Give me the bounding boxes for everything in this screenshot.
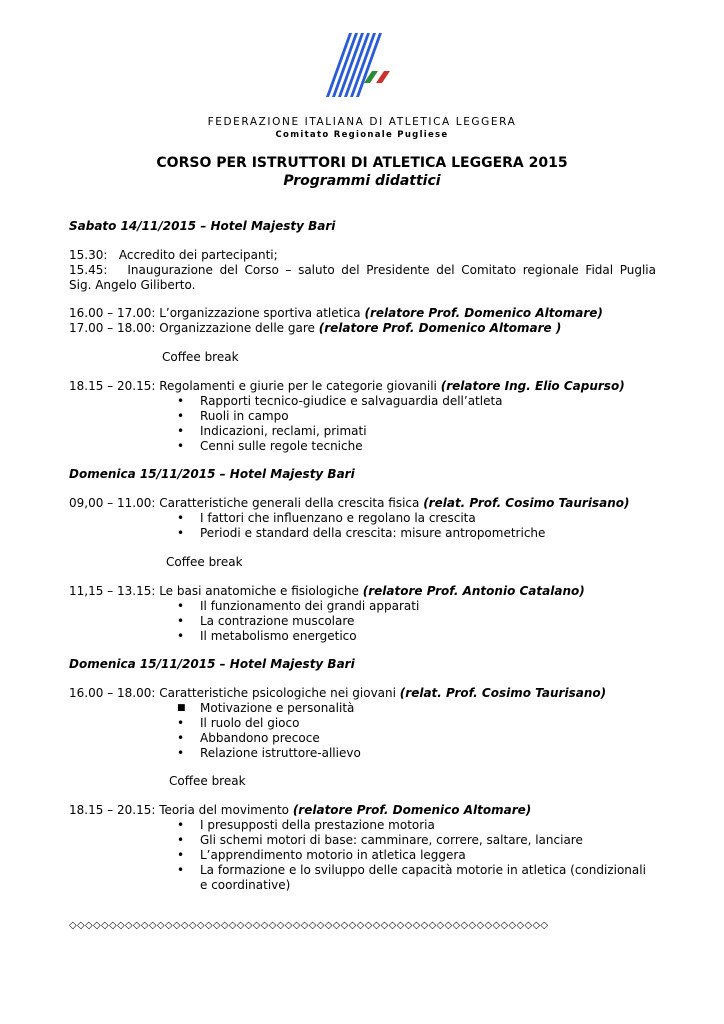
schedule-item-continuation: Sig. Angelo Giliberto. <box>69 278 196 292</box>
coffee-break: Coffee break <box>166 555 243 569</box>
coffee-break: Coffee break <box>162 350 239 364</box>
session-row <box>69 686 606 701</box>
bullet-icon: • <box>177 746 185 760</box>
course-title: CORSO PER ISTRUTTORI DI ATLETICA LEGGERA 2015 <box>156 155 568 171</box>
bullet-icon: • <box>177 599 185 613</box>
bullet-icon: • <box>177 526 185 540</box>
square-bullet-icon: ■ <box>177 703 186 713</box>
org-name: FEDERAZIONE ITALIANA DI ATLETICA LEGGERA <box>207 116 517 128</box>
diamond-divider: ◇◇◇◇◇◇◇◇◇◇◇◇◇◇◇◇◇◇◇◇◇◇◇◇◇◇◇◇◇◇◇◇◇◇◇◇◇◇◇◇◇◇◇◇◇◇◇◇◇◇◇◇◇◇◇◇◇◇◇◇ <box>69 920 549 931</box>
document-page: FEDERAZIONE ITALIANA DI ATLETICA LEGGERA Comitato Regionale Pugliese CORSO PER ISTRUTTORI DI ATLETICA LEGGERA 2015 Programmi didattici Sabato 14/11/2015 – Hotel Majesty Bari 15.30: Accredito dei partecipanti; 15.45: Inaugurazione del Corso – saluto del Presidente del Comitato regionale Fidal Puglia Sig. Angelo Giliberto. 16.00 – 17.00: L’organizzazione sportiva atletica (relatore Prof. Domenico Altomare) 17.00 – 18.00: Organizzazione delle gare (relatore Prof. Domenico Altomare ) Coffee break 18.15 – 20.15: Regolamenti e giurie per le categorie giovanili (relatore Ing. Elio Capurso) • Rapporti tecnico-giudice e salvaguardia dell’atleta • Ruoli in campo • Indicazioni, reclami, primati • Cenni sulle regole tecniche Domenica 15/11/2015 – Hotel Majesty Bari 09,00 – 11.00: Caratteristiche generali della crescita fisica (relat. Prof. Cosimo Taurisano) • I fattori che influenzano e regolano la crescita • Periodi e standard della crescita: misure antropometriche Coffee break 11,15 – 13.15: Le basi anatomiche e fisiologiche (relatore Prof. Antonio Catalano) • Il funzionamento dei grandi apparati • La contrazione muscolare • Il metabolismo energetico Domenica 15/11/2015 – Hotel Majesty Bari 16.00 – 18.00: Caratteristiche psicologiche nei giovani (relat. Prof. Cosimo Taurisano) ■ Motivazione e personalità • Il ruolo del gioco • Abbandono precoce • Relazione istruttore-allievo Coffee break 18.15 – 20.15: Teoria del movimento (relatore Prof. Domenico Altomare) • I presupposti della prestazione motoria • Gli schemi motori di base: camminare, correre, saltare, lanciare • L’apprendimento motorio in atletica leggera • La formazione e lo sviluppo delle capacità motorie in atletica (condizionali e coordinative) ◇◇◇◇◇◇◇◇◇◇◇◇◇◇◇◇◇◇◇◇◇◇◇◇◇◇◇◇◇◇◇◇◇◇◇◇◇◇◇◇◇◇◇◇◇◇◇◇◇◇◇◇◇◇◇◇◇◇◇◇ <box>0 0 724 1024</box>
item-text: Inaugurazione del Corso – saluto del Presidente del Comitato regionale Fidal Puglia <box>127 263 656 277</box>
session-speaker: (relatore Prof. Domenico Altomare) <box>292 803 532 817</box>
bullet-icon: • <box>177 394 185 408</box>
schedule-item-accredito <box>69 248 278 263</box>
committee-name: Comitato Regionale Pugliese <box>275 130 449 140</box>
bullet-icon: • <box>177 439 185 453</box>
day-heading-saturday: Sabato 14/11/2015 – Hotel Majesty Bari <box>69 219 336 233</box>
session-title: Regolamenti e giurie per le categorie giovanili <box>155 379 441 393</box>
bullet-icon: • <box>177 614 185 628</box>
session-row <box>69 803 531 818</box>
session-speaker: (relat. Prof. Cosimo Taurisano) <box>399 686 607 700</box>
session-speaker: (relatore Prof. Domenico Altomare) <box>364 306 603 320</box>
bullet-icon: • <box>177 511 185 525</box>
bullet-icon: • <box>177 629 185 643</box>
session-time: 11,15 – 13.15: <box>69 584 156 598</box>
schedule-item-inaugurazione <box>69 263 656 278</box>
item-text: Accredito dei partecipanti; <box>118 248 278 262</box>
session-title: Le basi anatomiche e fisiologiche <box>155 584 363 598</box>
session-title: Teoria del movimento <box>155 803 293 817</box>
session-row <box>69 584 585 599</box>
bullet-icon: • <box>177 848 185 862</box>
session-title: Organizzazione delle gare <box>155 321 319 335</box>
session-time: 17.00 – 18.00: <box>69 321 156 335</box>
day-heading-sunday-afternoon: Domenica 15/11/2015 – Hotel Majesty Bari <box>69 657 355 671</box>
session-row <box>69 379 625 394</box>
session-row <box>69 321 561 336</box>
session-time: 18.15 – 20.15: <box>69 803 156 817</box>
session-speaker: (relatore Prof. Domenico Altomare ) <box>318 321 562 335</box>
session-speaker: (relat. Prof. Cosimo Taurisano) <box>423 496 630 510</box>
item-time: 15.30: <box>69 248 108 262</box>
fidal-logo <box>316 25 412 101</box>
session-time: 18.15 – 20.15: <box>69 379 156 393</box>
session-title: L’organizzazione sportiva atletica <box>155 306 365 320</box>
bullet-icon: • <box>177 818 185 832</box>
session-time: 16.00 – 18.00: <box>69 686 156 700</box>
item-time: 15.45: <box>69 263 108 277</box>
session-title: Caratteristiche generali della crescita fisica <box>155 496 424 510</box>
session-title: Caratteristiche psicologiche nei giovani <box>155 686 400 700</box>
session-row <box>69 306 603 321</box>
bullet-icon: • <box>177 424 185 438</box>
day-heading-sunday-morning: Domenica 15/11/2015 – Hotel Majesty Bari <box>69 467 355 481</box>
bullet-icon: • <box>177 731 185 745</box>
bullet-icon: • <box>177 409 185 423</box>
bullet-icon: • <box>177 716 185 730</box>
bullet-icon: • <box>177 833 185 847</box>
session-speaker: (relatore Prof. Antonio Catalano) <box>362 584 585 598</box>
bullet-icon: • <box>177 863 185 877</box>
session-row <box>69 496 629 511</box>
session-time: 09,00 – 11.00: <box>69 496 156 510</box>
course-subtitle: Programmi didattici <box>283 173 441 189</box>
session-time: 16.00 – 17.00: <box>69 306 156 320</box>
session-speaker: (relatore Ing. Elio Capurso) <box>440 379 625 393</box>
coffee-break: Coffee break <box>169 774 246 788</box>
